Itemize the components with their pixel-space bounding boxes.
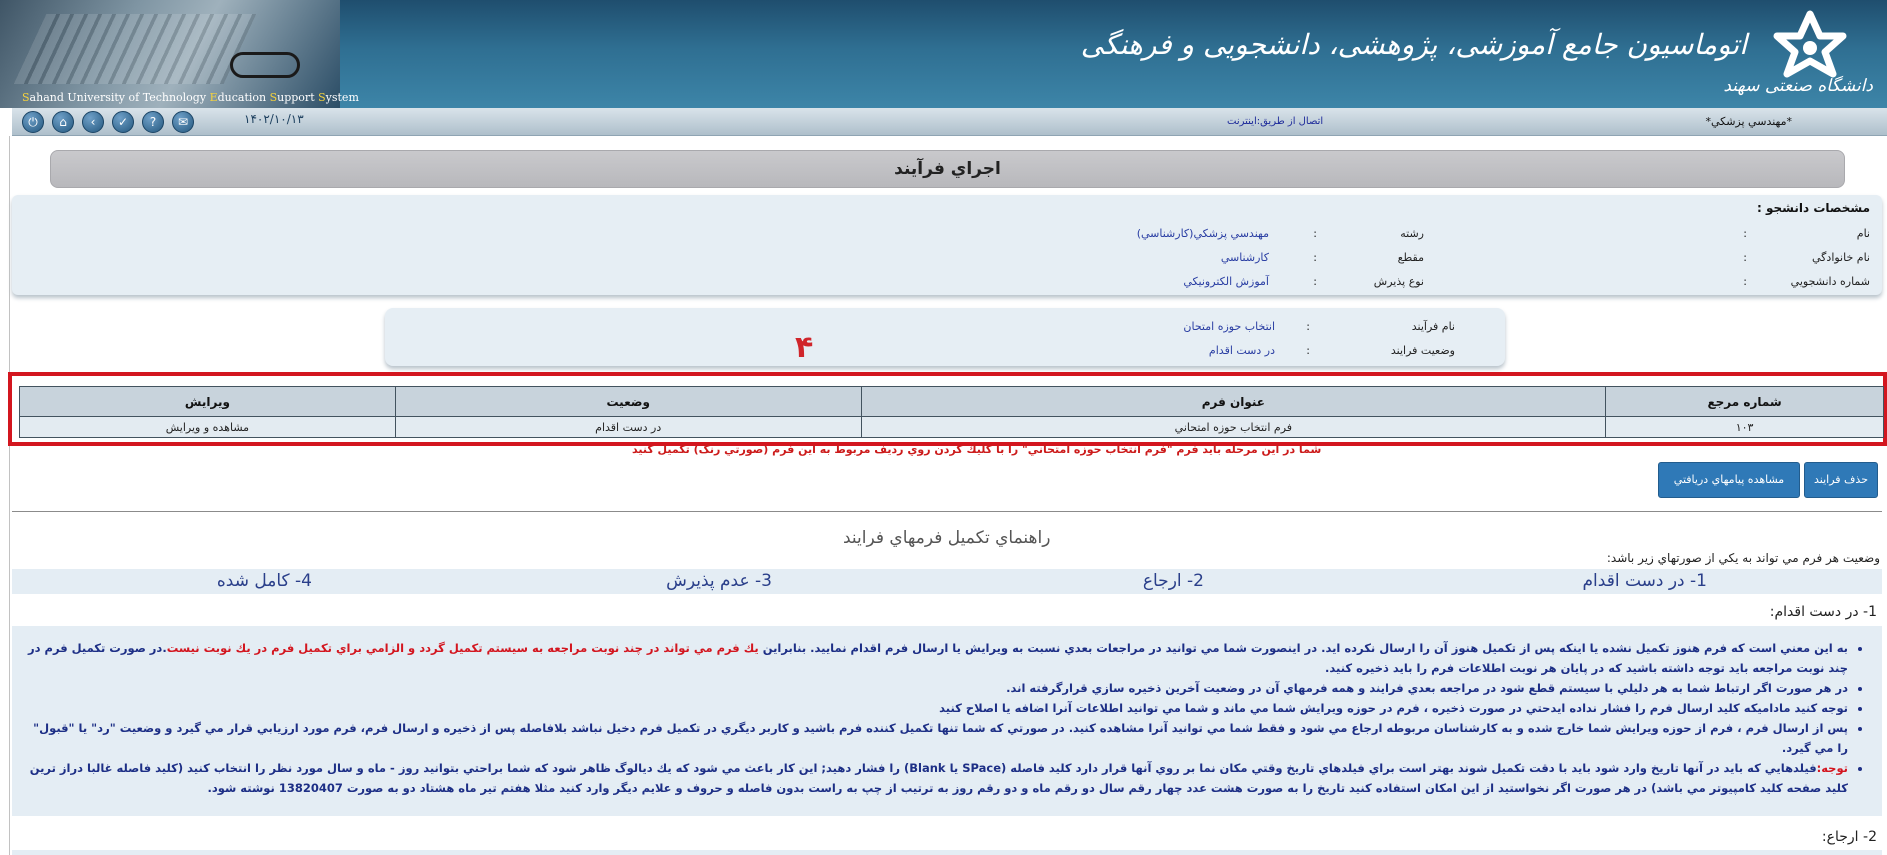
mail-icon[interactable]: ✉ bbox=[172, 111, 194, 133]
state-rejected: 3- عدم پذيرش bbox=[666, 571, 772, 591]
colon: : bbox=[1306, 320, 1310, 333]
process-name-value: انتخاب حوزه امتحان bbox=[1183, 320, 1275, 333]
system-name-part: upport bbox=[277, 91, 319, 104]
list-text: فيلدهايي كه بايد در آنها تاريخ وارد شود بايد با دقت تكميل شوند بهتر است براي فيلدهاي تاريخ وقتي مكان نما بر روي آنها قرار دارد كليد فاصله (SPace يا Blank) را فشار دهيد; اين كار باعث مي شود كه يك ديالوگ ظاهر شود كه شما براحتي بتوانيد روز - ماه و سال مورد نظر را انتخاب كنيد (كليد فاصله غالبا دراز ترين كليد صفحه كليد كامپيوتر مي باشد) در هر صورت اگر نخواستيد از اين امكان استفاده كنيد تاريخ را به صورت هشت عدد چهار رقم سال دو رقم ماه و دو رقم روز به ترتيب از چپ به راست بدون فاصله و حروف و علايم ديگر وارد كنيد مثلا هفتم تير ماه هشتاد دو به صورت 13820407 نوشته شود. bbox=[29, 761, 1848, 795]
system-name-initial: S bbox=[318, 91, 326, 104]
list-text: به اين معني است كه فرم هنوز تكميل نشده يا اينكه پس از تكميل هنوز آن را ارسال نكرده ايد. در اينصورت شما مي توانيد در مراجعات بعدي نسبت به ويرايش يا ارسال فرم اقدام نماييد. بنابراين bbox=[758, 641, 1848, 655]
column-header-status: وضعيت bbox=[395, 387, 861, 417]
list-text: .در صورت تكميل فرم در چند نوبت مراجعه بايد توجه داشته باشيد كه در پايان هر نوبت اطلاعات فرم را بايد ذخيره كنيد. bbox=[27, 641, 1848, 675]
section2-content bbox=[12, 850, 1882, 855]
column-header-ref: شماره مرجع bbox=[1606, 387, 1884, 417]
column-header-edit: ويرايش bbox=[20, 387, 396, 417]
divider bbox=[12, 511, 1882, 512]
form-status-cell[interactable]: در دست اقدام bbox=[395, 417, 861, 438]
state-completed: 4- كامل شده bbox=[216, 571, 312, 591]
list-item: • توجه كنيد مادامیكه كليد ارسال فرم را فشار نداده ايدحتي در صورت ذخيره ، فرم در حوزه ويرايش شما مي ماند و شما مي توانيد اطلاعات آنرا اضافه يا اصلاح كنيد bbox=[28, 698, 1848, 718]
colon: : bbox=[1313, 227, 1317, 240]
admission-type-value: آموزش الكترونيكي bbox=[1183, 275, 1269, 288]
keyboard-image bbox=[14, 14, 257, 84]
form-edit-cell[interactable]: مشاهده و ويرايش bbox=[20, 417, 396, 438]
section2-heading: 2- ارجاع: bbox=[1821, 829, 1877, 845]
form-ref-cell[interactable]: ۱۰۳ bbox=[1606, 417, 1884, 438]
forms-table bbox=[19, 386, 1884, 438]
toolbar-icons bbox=[22, 111, 194, 133]
system-name-initial: E bbox=[209, 91, 218, 104]
colon: : bbox=[1313, 275, 1317, 288]
table-header-row bbox=[20, 387, 1884, 417]
system-name-part: ahand University of Technology bbox=[29, 91, 210, 104]
system-name-initial: S bbox=[269, 91, 278, 104]
colon: : bbox=[1743, 227, 1747, 240]
list-item bbox=[28, 758, 1848, 798]
colon: : bbox=[1313, 251, 1317, 264]
back-icon[interactable]: ‹ bbox=[82, 111, 104, 133]
student-major: *مهندسي پزشكي* bbox=[1705, 115, 1792, 128]
field-value: مهندسي پزشكي(كارشناسي) bbox=[1136, 227, 1269, 240]
student-info-panel bbox=[12, 195, 1882, 295]
state-in-progress: 1- در دست اقدام bbox=[1582, 571, 1707, 591]
colon: : bbox=[1306, 344, 1310, 357]
note-label: توجه: bbox=[1816, 761, 1848, 775]
degree-value: كارشناسي bbox=[1220, 251, 1269, 264]
guide-title: راهنماي تكميل فرمهاي فرايند bbox=[843, 528, 1051, 548]
process-status-label: وضعيت فرايند bbox=[1390, 344, 1455, 357]
current-date: ۱۴۰۲/۱۰/۱۳ bbox=[244, 112, 304, 126]
process-name-label: نام فرآيند bbox=[1411, 320, 1455, 333]
process-status-value: در دست اقدام bbox=[1208, 344, 1275, 357]
table-row[interactable] bbox=[20, 417, 1884, 438]
glasses-image bbox=[230, 52, 300, 78]
power-icon[interactable]: ⏻ bbox=[22, 111, 44, 133]
check-icon[interactable]: ✓ bbox=[112, 111, 134, 133]
list-item: • در هر صورت اگر ارتباط شما به هر دليلي با سيستم قطع شود در مراجعه بعدي فرايند و همه فرمهاي آن در وضعيت آخرين ذخيره سازي قرارگرفته اند. bbox=[28, 678, 1848, 698]
list-text-highlight: يك فرم مي تواند در چند نوبت مراجعه به سيستم تكميل گردد و الزامي براي تكميل فرم در يك نوبت نيست bbox=[166, 641, 759, 655]
annotation-number: ۴ bbox=[795, 330, 814, 365]
column-header-title: عنوان فرم bbox=[861, 387, 1606, 417]
instruction-text: شما در اين مرحله بايد فرم "فرم انتخاب حوزه امتحاني" را با كليك كردن روي رديف مربوط به اين فرم (صورتي رنگ) تكميل كنيد bbox=[632, 443, 1322, 456]
form-title-cell[interactable]: فرم انتخاب حوزه امتحاني bbox=[861, 417, 1606, 438]
list-item: • پس از ارسال فرم ، فرم از حوزه ويرايش شما خارج شده و به كارشناسان مربوطه ارجاع مي شود و فقط شما مي توانيد آنرا مشاهده كنيد. در صورتي كه شما تنها تكميل كننده فرم باشيد و كاربر ديگري در تكميل فرم دخيل نباشد بلافاصله پس از ذخيره و ارسال فرم، فرم مورد ارزيابي قرار مي گيرد و وضعيت "رد" يا "قبول" را مي گيرد. bbox=[28, 718, 1848, 758]
field-label: رشته bbox=[1400, 227, 1424, 240]
forms-table-highlight bbox=[8, 372, 1887, 446]
delete-process-button[interactable]: حذف فرايند bbox=[1804, 462, 1878, 498]
student-info-title: مشخصات دانشجو : bbox=[1757, 201, 1870, 215]
degree-label: مقطع bbox=[1397, 251, 1424, 264]
page-title: اجراي فرآيند bbox=[50, 150, 1845, 188]
system-name-en bbox=[22, 91, 359, 104]
student-last-name-label: نام خانوادگي bbox=[1812, 251, 1870, 264]
home-icon[interactable]: ⌂ bbox=[52, 111, 74, 133]
process-info-panel bbox=[385, 308, 1505, 366]
system-title-fa: اتوماسیون جامع آموزشی، پژوهشی، دانشجویی و فرهنگی bbox=[1080, 28, 1747, 61]
guide-intro: وضعيت هر فرم مي تواند به يكي از صورتهاي زير باشد: bbox=[1606, 551, 1880, 565]
system-name-part: ystem bbox=[325, 91, 359, 104]
state-referred: 2- ارجاع bbox=[1142, 571, 1204, 591]
admission-type-label: نوع پذيرش bbox=[1373, 275, 1424, 288]
colon: : bbox=[1743, 275, 1747, 288]
list-item bbox=[28, 638, 1848, 678]
help-icon[interactable]: ? bbox=[142, 111, 164, 133]
header-banner bbox=[0, 0, 1887, 108]
view-messages-button[interactable]: مشاهده پيامهاي دريافتي bbox=[1658, 462, 1800, 498]
section1-list bbox=[28, 638, 1848, 798]
connection-status: اتصال از طريق:اينترنت bbox=[1227, 116, 1324, 127]
student-number-label: شماره دانشجويي bbox=[1790, 275, 1870, 288]
section1-heading: 1- در دست اقدام: bbox=[1769, 604, 1877, 620]
colon: : bbox=[1743, 251, 1747, 264]
system-name-part: ducation bbox=[217, 91, 270, 104]
content-border bbox=[9, 136, 10, 855]
system-name-initial: S bbox=[22, 91, 30, 104]
toolbar bbox=[12, 108, 1887, 136]
section1-content bbox=[12, 626, 1882, 816]
university-name-fa: دانشگاه صنعتی سهند bbox=[1723, 76, 1873, 96]
student-first-name-label: نام bbox=[1856, 227, 1870, 240]
form-states-bar bbox=[12, 569, 1882, 594]
